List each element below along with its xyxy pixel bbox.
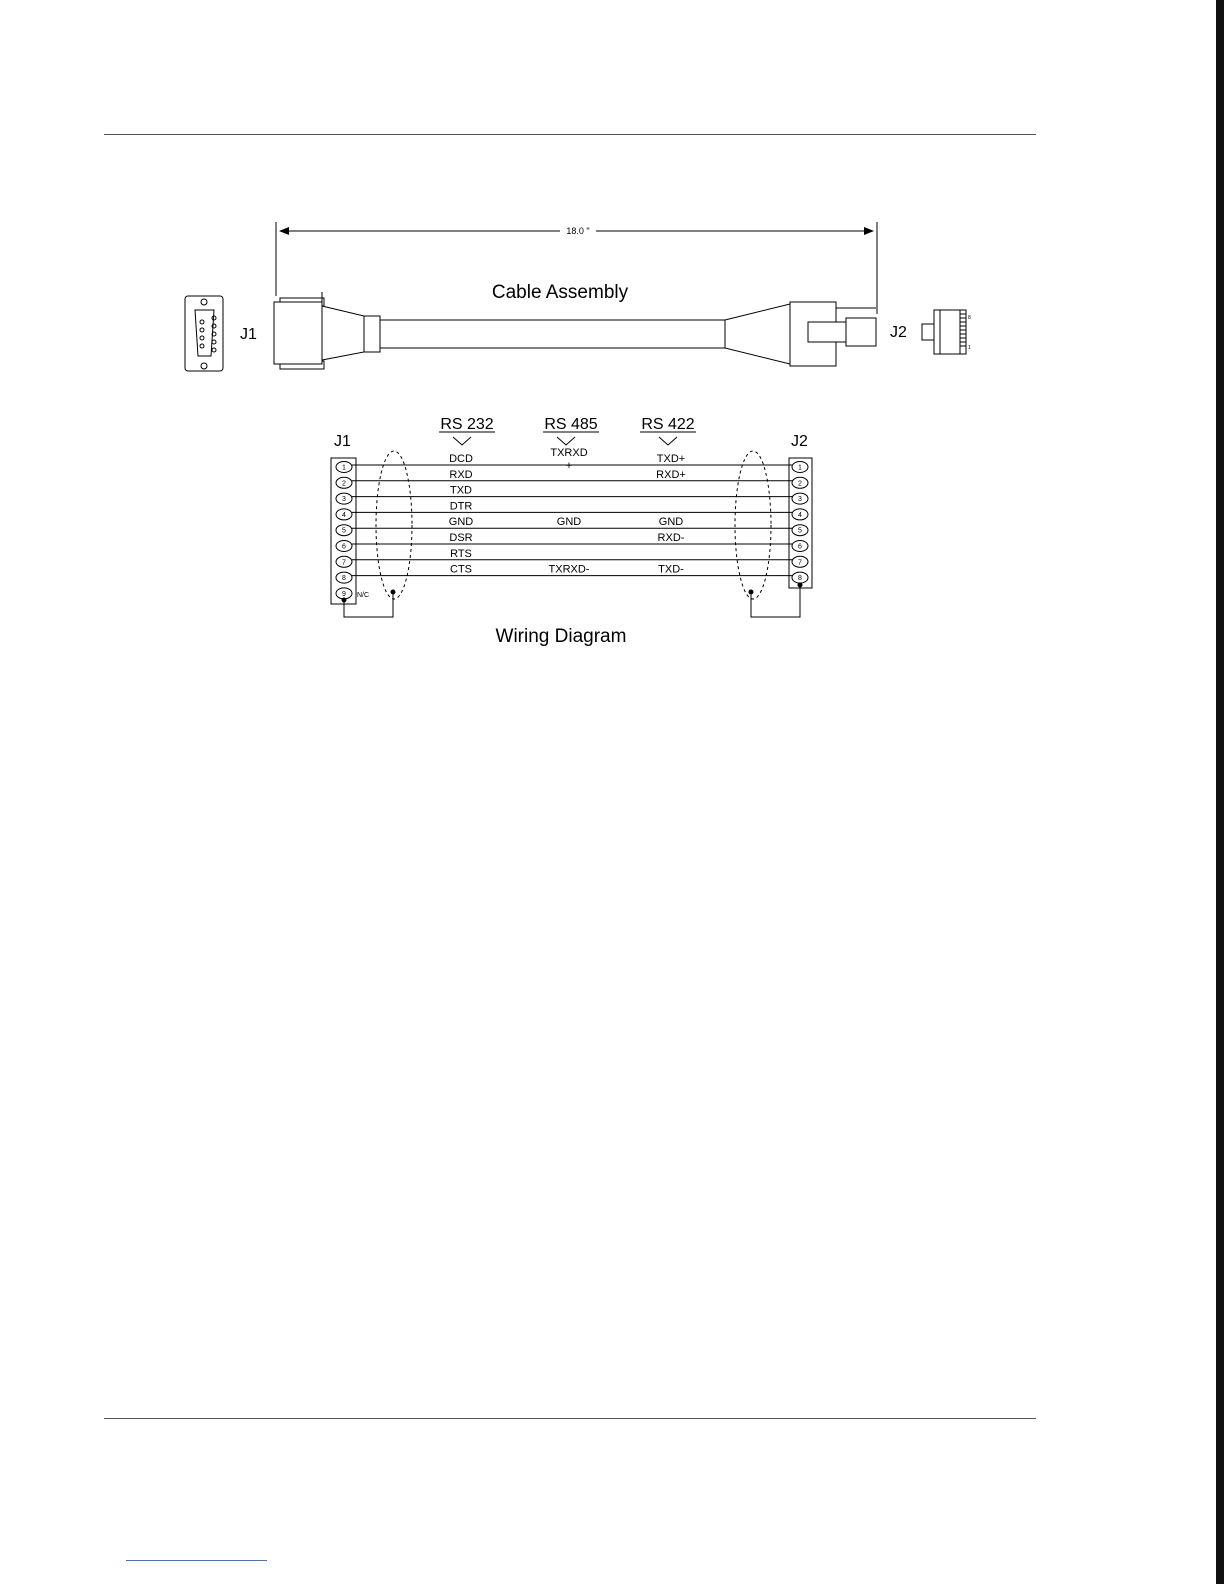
footer-link-underline[interactable]	[126, 1560, 267, 1561]
rs232-signal-dsr: DSR	[449, 532, 473, 544]
j1-pin-label-3: 3	[342, 496, 346, 504]
rj45-pin-mark-1: 1	[968, 345, 971, 351]
rs232-signal-rts: RTS	[450, 547, 472, 560]
shield-left	[376, 451, 412, 599]
page-edge-bar	[1216, 0, 1224, 1584]
cable-j1-label: J1	[240, 326, 257, 343]
cable-body	[380, 320, 725, 348]
j1-pin-label-2: 2	[342, 480, 346, 488]
rs422-signal-3: RXD-	[657, 532, 685, 544]
rs485-signal-0: TXRXD	[550, 447, 588, 459]
wiring-j2-label: J2	[791, 433, 808, 450]
rs232-signal-dcd: DCD	[449, 453, 473, 465]
svg-text:RS 232: RS 232	[440, 416, 494, 433]
j2-pin-label-4: 4	[798, 511, 802, 519]
cable-j2-label: J2	[890, 324, 907, 341]
j2-pin-label-6: 6	[798, 543, 802, 551]
signal-label-group	[449, 447, 686, 576]
j2-pin-label-8: 8	[798, 575, 802, 583]
rs485-signal-2: GND	[556, 516, 582, 529]
nc-label: N/C	[357, 592, 370, 599]
db9-face-view	[185, 296, 223, 371]
rs422-signal-0: TXD+	[656, 453, 686, 465]
j1-pin-label-6: 6	[342, 543, 346, 551]
j1-pin-group	[336, 462, 352, 599]
j2-pin-label-7: 7	[798, 559, 802, 567]
length-label: 18.0 "	[566, 226, 590, 236]
j1-pin-label-1: 1	[342, 464, 346, 472]
db9-connector-body	[274, 292, 380, 369]
j1-pin-label-5: 5	[342, 527, 346, 535]
rj45-pin-mark-8: 8	[968, 315, 971, 321]
standard-header-rs232	[439, 416, 495, 445]
j1-pin-label-7: 7	[342, 559, 346, 567]
rs232-signal-gnd: GND	[448, 516, 474, 529]
footer-rule	[104, 1418, 1036, 1419]
rs485-signal-1: +	[565, 460, 573, 472]
rs232-signal-rxd: RXD	[449, 468, 473, 481]
svg-text:RS 422: RS 422	[641, 416, 695, 433]
j1-pin-label-9: 9	[342, 590, 346, 598]
j2-pin-label-1: 1	[798, 464, 802, 472]
shield-right	[735, 451, 771, 599]
rj45-face-view	[922, 310, 966, 354]
j2-pin-label-2: 2	[798, 480, 802, 488]
standard-header-rs422	[640, 416, 696, 445]
cable-assembly-title: Cable Assembly	[491, 282, 629, 303]
rj45-connector-body	[725, 302, 876, 366]
cable-assembly	[185, 222, 971, 371]
standard-header-rs485	[543, 416, 599, 445]
j1-pin-label-8: 8	[342, 575, 346, 583]
wiring-diagram-title: Wiring Diagram	[495, 626, 627, 647]
wiring-j1-label: J1	[334, 433, 351, 450]
rs485-signal-3: TXRXD-	[548, 563, 590, 576]
svg-text:RS 485: RS 485	[544, 416, 598, 433]
j2-pin-label-5: 5	[798, 527, 802, 535]
rs422-signal-4: TXD-	[658, 563, 684, 576]
wiring-diagram	[331, 416, 812, 647]
rs422-signal-2: GND	[658, 516, 684, 529]
rs422-signal-1: RXD+	[656, 468, 686, 481]
j2-pin-label-3: 3	[798, 496, 802, 504]
rs232-signal-cts: CTS	[450, 563, 472, 576]
j1-pin-label-4: 4	[342, 511, 346, 519]
rs232-signal-txd: TXD	[450, 484, 472, 497]
rs232-signal-dtr: DTR	[449, 500, 473, 513]
